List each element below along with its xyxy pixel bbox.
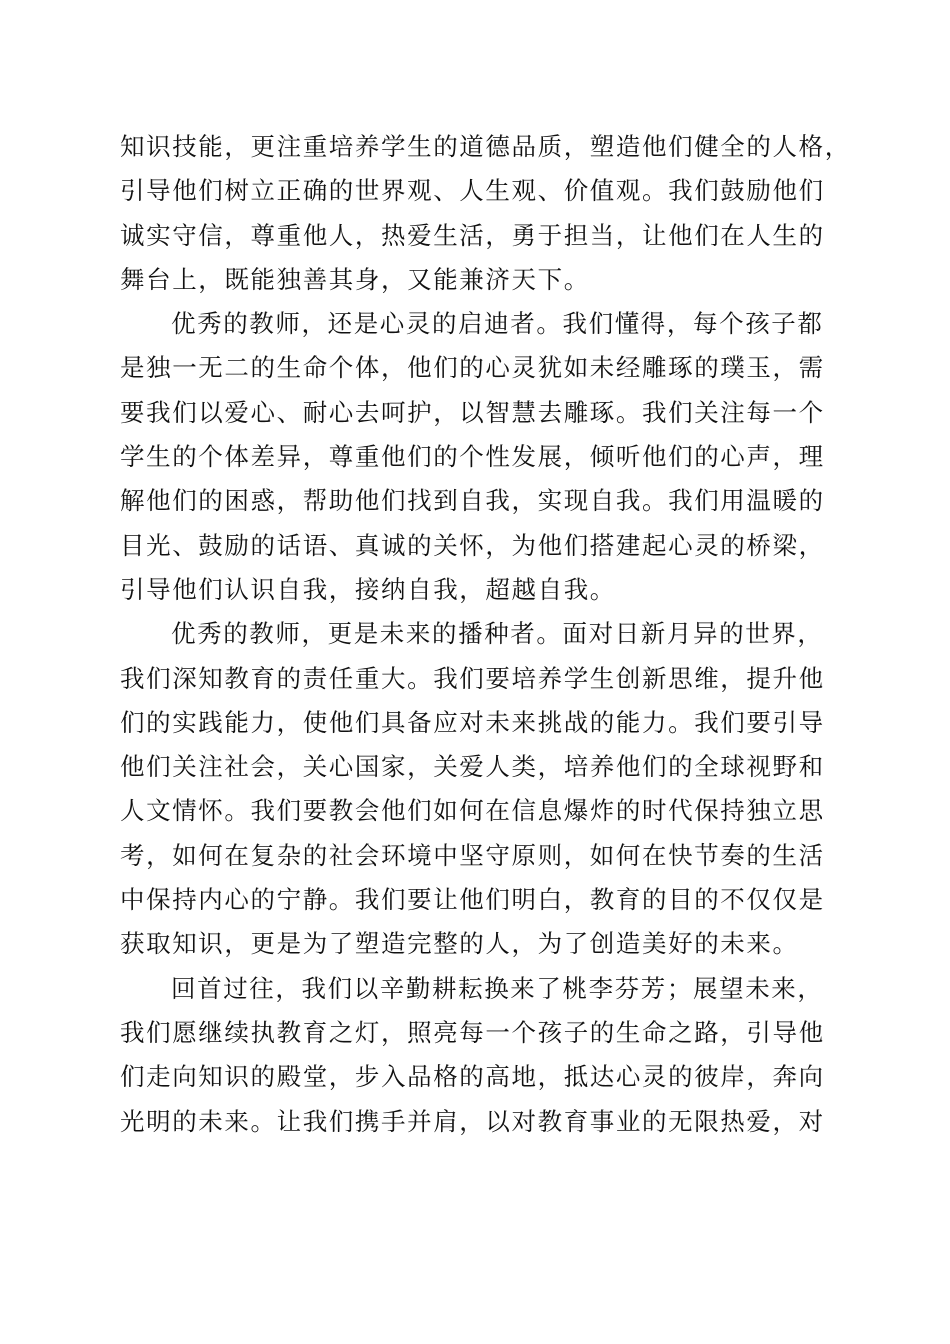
text-line: 中保持内心的宁静。我们要让他们明白，教育的目的不仅仅是 xyxy=(120,885,825,915)
paragraph-3 xyxy=(120,612,840,966)
text-line: 学生的个体差异，尊重他们的个性发展，倾听他们的心声，理 xyxy=(120,442,825,472)
text-line: 我们深知教育的责任重大。我们要培养学生创新思维，提升他 xyxy=(120,663,825,693)
text-line: 要我们以爱心、耐心去呵护，以智慧去雕琢。我们关注每一个 xyxy=(120,397,825,427)
text-line: 舞台上，既能独善其身，又能兼济天下。 xyxy=(120,264,590,294)
text-line: 是独一无二的生命个体，他们的心灵犹如未经雕琢的璞玉，需 xyxy=(120,353,825,383)
text-line: 们走向知识的殿堂，步入品格的高地，抵达心灵的彼岸，奔向 xyxy=(120,1062,825,1092)
text-line: 引导他们认识自我，接纳自我，超越自我。 xyxy=(120,574,616,604)
text-line: 引导他们树立正确的世界观、人生观、价值观。我们鼓励他们 xyxy=(120,176,825,206)
text-line: 获取知识，更是为了塑造完整的人，为了创造美好的未来。 xyxy=(120,929,799,959)
paragraph-1 xyxy=(120,125,851,302)
document-body xyxy=(120,125,851,1144)
text-line: 优秀的教师，还是心灵的启迪者。我们懂得，每个孩子都 xyxy=(171,309,824,339)
text-line: 知识技能，更注重培养学生的道德品质，塑造他们健全的人格， xyxy=(120,132,851,161)
text-line: 他们关注社会，关心国家，关爱人类，培养他们的全球视野和 xyxy=(120,752,825,782)
paragraph-4 xyxy=(120,967,840,1144)
text-line: 诚实守信，尊重他人，热爱生活，勇于担当，让他们在人生的 xyxy=(120,220,825,250)
text-line: 们的实践能力，使他们具备应对未来挑战的能力。我们要引导 xyxy=(120,707,825,737)
text-line: 我们愿继续执教育之灯，照亮每一个孩子的生命之路，引导他 xyxy=(120,1017,825,1047)
text-line: 人文情怀。我们要教会他们如何在信息爆炸的时代保持独立思 xyxy=(120,796,825,826)
text-line: 解他们的困惑，帮助他们找到自我，实现自我。我们用温暖的 xyxy=(120,486,825,516)
text-line: 目光、鼓励的话语、真诚的关怀，为他们搭建起心灵的桥梁， xyxy=(120,530,825,560)
paragraph-2 xyxy=(120,302,840,612)
text-line: 优秀的教师，更是未来的播种者。面对日新月异的世界， xyxy=(171,619,824,649)
text-line: 考，如何在复杂的社会环境中坚守原则，如何在快节奏的生活 xyxy=(120,840,825,870)
text-line: 回首过往，我们以辛勤耕耘换来了桃李芬芳；展望未来， xyxy=(171,973,824,1003)
text-line: 光明的未来。让我们携手并肩，以对教育事业的无限热爱，对 xyxy=(120,1106,825,1136)
